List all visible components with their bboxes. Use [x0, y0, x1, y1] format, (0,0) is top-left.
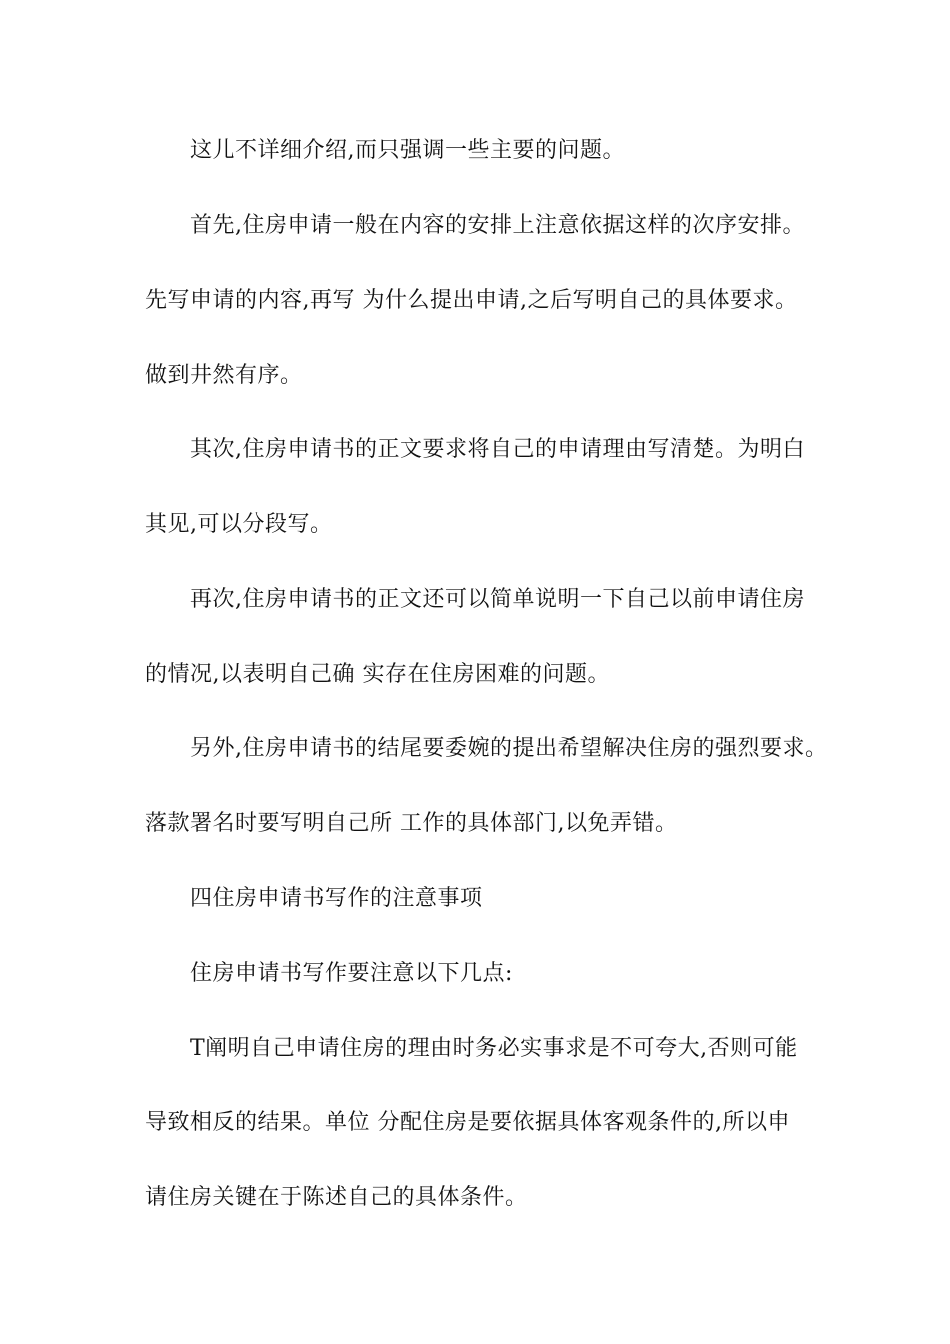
text-line: 另外,住房申请书的结尾要委婉的提出希望解决住房的强烈要求。	[190, 736, 828, 761]
text-line: 导致相反的结果。单位 分配住房是要依据具体客观条件的,所以申	[145, 1110, 790, 1135]
section-heading: 四住房申请书写作的注意事项	[190, 886, 483, 911]
text-line: 请住房关键在于陈述自己的具体条件。	[145, 1185, 528, 1210]
text-line: 其次,住房申请书的正文要求将自己的申请理由写清楚。为明白	[190, 437, 805, 462]
text-line: 落款署名时要写明自己所 工作的具体部门,以免弄错。	[145, 811, 678, 836]
text-line: 首先,住房申请一般在内容的安排上注意依据这样的次序安排。	[190, 213, 805, 238]
text-line: T阐明自己申请住房的理由时务必实事求是不可夸大,否则可能	[190, 1036, 798, 1061]
text-line: 的情况,以表明自己确 实存在住房困难的问题。	[145, 662, 610, 687]
text-line: 这儿不详细介绍,而只强调一些主要的问题。	[190, 138, 625, 163]
text-line: 再次,住房申请书的正文还可以简单说明一下自己以前申请住房	[190, 587, 805, 612]
text-line: 住房申请书写作要注意以下几点:	[190, 961, 513, 986]
text-line: 做到井然有序。	[145, 363, 303, 388]
text-line: 先写申请的内容,再写 为什么提出申请,之后写明自己的具体要求。	[145, 288, 798, 313]
text-line: 其见,可以分段写。	[145, 512, 333, 537]
